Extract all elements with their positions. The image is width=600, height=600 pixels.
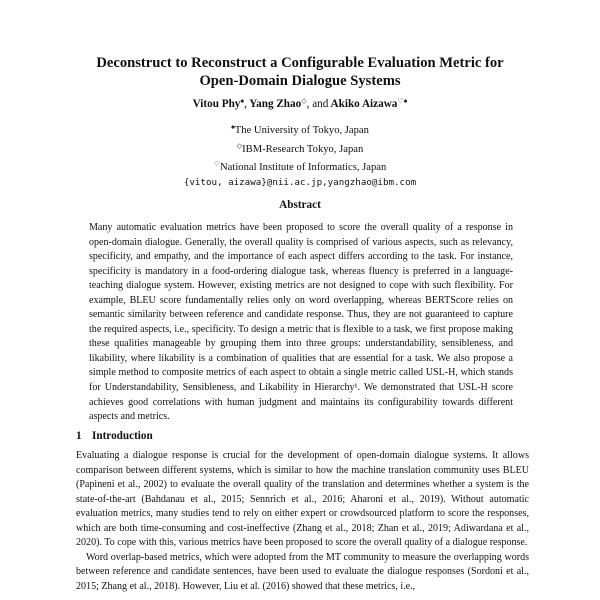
author-separator: , and (306, 98, 329, 110)
paragraph: Evaluating a dialogue response is crucial for the development of open-domain dialogue systems. It allows comparison between different systems, which is similar to how the machine translation community uses BLEU (Papineni et al., 2002) to evaluate the overall quality of the translation and determines whether a system is the state-of-the-art (Bahdanau et al., 2015; Sennrich et al., 2016; Aharoni et al., 2019). Without automatic evaluation metrics, many studies tend to rely on either expert or crowdsourced platform to score the responses, which are both time-consuming and cost-ineffective (Zhang et al., 2018; Zhan et al., 2019; Adiwardana et al., 2020). To cope with this, various metrics have been proposed to score the overall quality of a dialogue response. (76, 450, 529, 549)
affiliation (60, 157, 540, 176)
affiliation-mark: ♡♠ (397, 97, 408, 105)
introduction-body (76, 449, 529, 594)
section-number: 1 (76, 430, 82, 442)
author-emails: {vitou, aizawa}@nii.ac.jp,yangzhao@ibm.com (183, 176, 417, 188)
paper-title (60, 54, 540, 90)
affiliation-text: The University of Tokyo, Japan (234, 125, 369, 136)
affiliation-text: IBM-Research Tokyo, Japan (242, 143, 364, 155)
affiliations (60, 120, 540, 190)
abstract-heading: Abstract (279, 199, 321, 211)
title-line-1: Deconstruct to Reconstruct a Configurable Evaluation Metric for (96, 55, 504, 71)
author-name: Yang Zhao (249, 98, 302, 110)
paragraph: Word overlap-based metrics, which were adopted from the MT community to measure the overlapping words between reference and candidate sentences, have been used to evaluate the dialogue responses (Sordoni et al., 2015; Zhang et al., 2018). However, Liu et al. (2016) showed that these metrics, i.e., (76, 551, 529, 592)
affiliation (60, 120, 540, 139)
affiliation (60, 139, 540, 158)
abstract-text: Many automatic evaluation metrics have been proposed to score the overall quality of a response in open-domain dialogue. Generally, the overall quality is comprised of various aspects, such as relevancy, specificity, and empathy, and the importance of each aspect differs according to the task. For instance, specificity is mandatory in a food-ordering dialogue task, whereas fluency is preferred in a language-teaching dialogue system. However, existing metrics are not designed to cope with such flexibility. For example, BLEU score fundamentally relies only on word overlapping, whereas BERTScore relies on semantic similarity between reference and candidate response. Thus, they are not guaranteed to capture the required aspects, i.e., specificity. To design a metric that is flexible to a task, we first propose making these qualities manageable by grouping them into three groups: understandability, sensibleness, and likability, where likability is a combination of qualities that are essential for a task. We also propose a simple method to composite metrics of each aspect to obtain a single metric called USL-H, which stands for Understandability, Sensibleness, and Likability in Hierarchy¹. We demonstrated that USL-H score achieves good correlations with human judgment and maintains its configurability towards different aspects and metrics. (89, 222, 513, 423)
author-name: Vitou Phy (192, 98, 241, 110)
author-separator: , (244, 98, 247, 110)
author-list (60, 94, 540, 111)
section-title: Introduction (92, 430, 153, 442)
author-name: Akiko Aizawa (330, 98, 398, 110)
affiliation-mark: ◇ (236, 141, 243, 150)
title-line-2: Open-Domain Dialogue Systems (199, 73, 401, 89)
section-heading (76, 430, 153, 442)
affiliation-text: National Institute of Informatics, Japan (220, 162, 387, 173)
affiliation-mark: ♡ (213, 160, 221, 168)
affiliation-mark: ♠ (240, 97, 245, 105)
affiliation-mark: ♠ (231, 123, 235, 131)
affiliation-mark: ◇ (301, 97, 307, 105)
